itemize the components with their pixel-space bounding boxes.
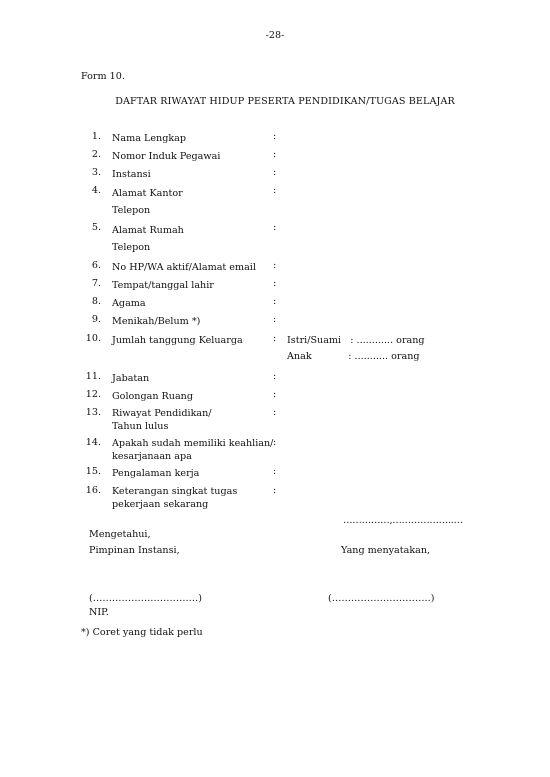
field-label: [112, 333, 243, 348]
field-number: 10.: [85, 333, 101, 344]
field-number: 2.: [91, 149, 101, 160]
field-label: [112, 185, 183, 219]
field-label-line: Alamat Kantor: [112, 188, 183, 199]
field-colon: :: [273, 278, 277, 289]
field-label-line: Agama: [112, 298, 146, 309]
field-row: [0, 333, 550, 362]
field-colon: :: [273, 296, 277, 307]
field-colon: :: [273, 485, 277, 496]
field-label-line-2: pekerjaan sekarang: [112, 499, 209, 510]
field-label-line-2: Telepon: [112, 242, 151, 253]
field-number: 1.: [91, 131, 101, 142]
field-label: [112, 278, 214, 293]
field-label-line: Menikah/Belum *): [112, 316, 201, 327]
field-number: 3.: [91, 167, 101, 178]
field-colon: :: [273, 389, 277, 400]
field-label-line: Jabatan: [112, 373, 150, 384]
field-colon: :: [273, 260, 277, 271]
child-count: Anak : ........... orang: [287, 351, 420, 362]
field-row: [0, 296, 550, 310]
field-label-line: Nama Lengkap: [112, 133, 187, 144]
field-number: 8.: [91, 296, 101, 307]
field-number: 5.: [91, 222, 101, 233]
field-row: [0, 437, 550, 462]
field-label-line-2: kesarjanaan apa: [112, 451, 192, 462]
field-row: [0, 314, 550, 328]
field-colon: :: [273, 333, 277, 344]
field-row: [0, 260, 550, 274]
spouse-count: Istri/Suami : ............ orang: [287, 335, 425, 346]
field-colon: :: [273, 437, 277, 448]
field-number: 6.: [91, 260, 101, 271]
field-number: 9.: [91, 314, 101, 325]
field-label-line: Instansi: [112, 169, 151, 180]
field-label: [112, 296, 146, 311]
field-label-line: Alamat Rumah: [112, 225, 184, 236]
field-label: [112, 485, 237, 511]
form-label: Form 10.: [81, 71, 125, 82]
field-colon: :: [273, 371, 277, 382]
document-title: DAFTAR RIWAYAT HIDUP PESERTA PENDIDIKAN/TUGAS BELAJAR: [115, 96, 455, 107]
field-row: [0, 278, 550, 292]
field-number: 16.: [85, 485, 101, 496]
field-label: [112, 437, 273, 463]
field-label: [112, 371, 149, 386]
field-label-line: Riwayat Pendidikan/: [112, 408, 212, 419]
institution-head-label: Pimpinan Instansi,: [89, 545, 180, 556]
field-number: 4.: [91, 185, 101, 196]
field-label-line-2: Telepon: [112, 205, 151, 216]
acknowledged-label: Mengetahui,: [89, 529, 151, 540]
field-colon: :: [273, 167, 277, 178]
family-dependents: [287, 333, 425, 365]
field-label-line: Pengalaman kerja: [112, 468, 200, 479]
field-colon: :: [273, 466, 277, 477]
page-number: -28-: [265, 30, 285, 41]
field-label: [112, 260, 256, 275]
field-label-line-2: Tahun lulus: [112, 421, 169, 432]
field-label: [112, 222, 184, 256]
field-colon: :: [273, 222, 277, 233]
field-row: [0, 485, 550, 510]
field-label: [112, 131, 186, 146]
left-signature-name: (……………………………): [89, 593, 203, 604]
field-colon: :: [273, 314, 277, 325]
field-row: [0, 371, 550, 385]
field-label-line: Apakah sudah memiliki keahlian/: [112, 438, 274, 449]
field-label: [112, 407, 212, 433]
field-row: [0, 222, 550, 253]
place-date-line: ……………,………………..…: [343, 515, 463, 526]
field-label: [112, 389, 193, 404]
field-label-line: Tempat/tanggal lahir: [112, 280, 214, 291]
field-colon: :: [273, 149, 277, 160]
field-label: [112, 466, 199, 481]
field-row: [0, 149, 550, 163]
nip-label: NIP.: [89, 607, 109, 618]
field-row: [0, 131, 550, 145]
field-row: [0, 185, 550, 216]
field-row: [0, 389, 550, 403]
footnote: *) Coret yang tidak perlu: [81, 627, 203, 638]
field-row: [0, 407, 550, 432]
field-number: 13.: [85, 407, 101, 418]
field-row: [0, 466, 550, 480]
field-number: 7.: [91, 278, 101, 289]
field-number: 11.: [85, 371, 101, 382]
declarer-label: Yang menyatakan,: [341, 545, 431, 556]
field-number: 12.: [85, 389, 101, 400]
right-signature-name: (………………………….): [328, 593, 435, 604]
field-colon: :: [273, 407, 277, 418]
field-label-line: Nomor Induk Pegawai: [112, 151, 221, 162]
field-colon: :: [273, 185, 277, 196]
field-number: 14.: [85, 437, 101, 448]
field-label-line: Golongan Ruang: [112, 391, 193, 402]
field-label-line: Keterangan singkat tugas: [112, 486, 238, 497]
field-label: [112, 167, 151, 182]
field-row: [0, 167, 550, 181]
field-label: [112, 149, 220, 164]
field-label: [112, 314, 200, 329]
field-number: 15.: [85, 466, 101, 477]
field-colon: :: [273, 131, 277, 142]
field-label-line: No HP/WA aktif/Alamat email: [112, 262, 256, 273]
field-label-line: Jumlah tanggung Keluarga: [112, 335, 243, 346]
